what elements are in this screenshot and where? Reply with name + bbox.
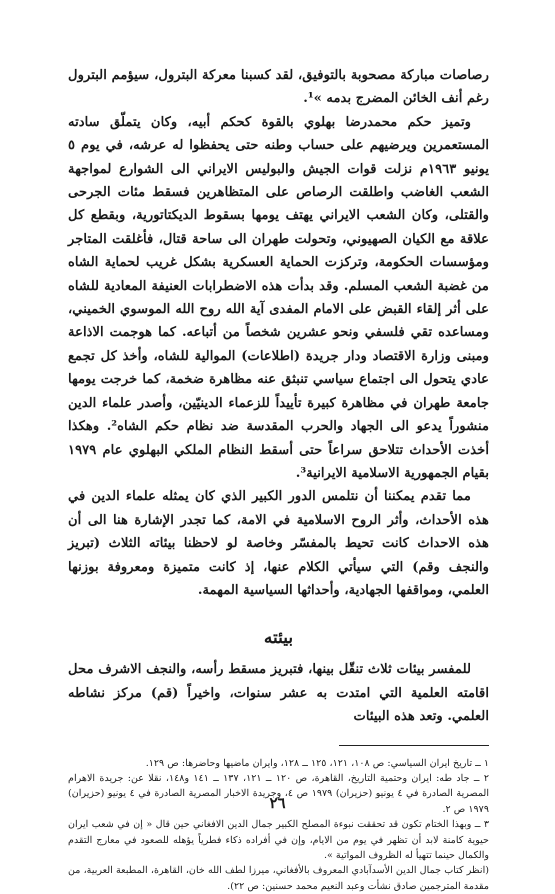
footnotes — [68, 756, 489, 894]
paragraph-2: وتميز حكم محمدرضا بهلوي بالقوة كحكم أبيه، وكان يتملّق سادته المستعمرين ويرضيهم على حساب وطنه حتى يحفظوا له عرشه، في يوم ٥ يونيو ١٩٦٣م نزلت قوات الجيش والبوليس الايراني الى الشوارع لمواجهة الشعب الغاضب واطلقت الرصاص على المتظاهرين فسقط مئات الجرحى والقتلى، وكان الشعب الايراني يهتف يومها بسقوط الديكتاتورية، وبقطع كل علاقة مع الكيان الصهيوني، وتحولت طهران الى ساحة قتال، فأغلقت المتاجر ومؤسسات الحكومة، وتركزت الحماية العسكرية بشكل غريب لحماية الشاه من غضبة الشعب المسلم. وقد بدأت هذه الاضطرابات العنيفة المعادية للشاه على أثر إلقاء القبض على الامام المفدى آية الله روح الله الموسوي الخميني، ومساعده تقي فلسفي ونحو عشرين شخصاً من أتباعه. كما هوجمت الاذاعة ومبنى وزارة الاقتصاد ودار جريدة (اطلاعات) الموالية للشاه، وأخذ كل تجمع عادي يتحول الى اجتماع سياسي تنبثق عنه مظاهرة ضخمة، كما خرجت يومها جامعة طهران في مظاهرة كبيرة تأييداً للزعماء الدينيّين، وأصدر علماء الدين منشوراً يدعو الى الجهاد والحرب المقدسة ضد نظام حكم الشاه². وهكذا أخذت الأحداث تتلاحق سراعاً حتى أسقط النظام الملكي البهلوي عام ١٩٧٩ بقيام الجمهورية الاسلامية الايرانية³. — [68, 114, 490, 481]
section-heading: بيئته — [263, 628, 294, 649]
footnote-1: ١ ــ تاريخ ايران السياسي: ص ١٠٨، ١٢١، ١٢٥ ــ ١٢٨، وايران ماضيها وحاضرها: ص ١٢٩. — [145, 757, 489, 769]
paragraph-1: رصاصات مباركة مصحوبة بالتوفيق، لقد كسبنا معركة البترول، سيؤمم البترول رغم أنف الخائن المضرج بدمه »¹. — [68, 68, 489, 107]
section-paragraph: للمفسر بيئات ثلاث تنقّل بينها، فتبريز مسقط رأسه، والنجف الاشرف محل اقامته العلمية التي امتدت به عشر سنوات، واخيراً (قم) مركز نشاطه العلمي. وتعد هذه البيئات — [68, 662, 489, 725]
footnote-3: ٣ ــ وبهذا الختام تكون قد تحققت نبوءة المصلح الكبير جمال الدين الافغاني حين قال « إن في شعب ايران حيوية كامنة لابد أن تظهر في يوم من الايام، وإن في أفراده ذكاء فطرياً يؤهله للصعود في معارج التقدم والكمال حينما تتهيأ له الظروف المواتية ». — [68, 819, 489, 861]
page-number: ٢٦ — [269, 794, 286, 812]
footnote-divider — [339, 745, 489, 746]
main-text — [68, 64, 489, 602]
paragraph-3: مما تقدم يمكننا أن نتلمس الدور الكبير الذي كان يمثله علماء الدين في هذه الأحداث، وأثر الروح الاسلامية في الامة، كما تجدر الإشارة هنا الى أن هذه الاحداث كانت تحيط بالمفسّر وخاصة لو لاحظنا بيئاته الثلاث (تبريز والنجف وقم) التي سيأتي الكلام عنها، إذ كانت متميزة ومعروفة بوزنها العلمي، ومواقفها الجهادية، وأحداثها السياسية المهمة. — [68, 489, 489, 598]
footnote-3-source: (انظر كتاب جمال الدين الأسدآبادي المعروف بالأفغاني، ميرزا لطف الله خان، القاهرة، المطبعة العربية، من مقدمة المترجمين صادق نشأت وعبد النعيم محمد حسنين: ص ٢٢). — [68, 865, 489, 892]
footnote-2: ٢ ــ جاد طه: ايران وحتمية التاريخ، القاهرة، ص ١٢٠ ــ ١٢١، ١٣٧ ــ ١٤١ و١٤٨، نقلا عن: جريدة الاهرام المصرية الصادرة في ٤ يونيو (حزيران) ١٩٧٩ ص ٤، وجريدة الاخبار المصرية الصادرة في ٤ يونيو (حزيران) ١٩٧٩ ص ٢. — [68, 772, 489, 815]
section-text — [68, 658, 489, 728]
